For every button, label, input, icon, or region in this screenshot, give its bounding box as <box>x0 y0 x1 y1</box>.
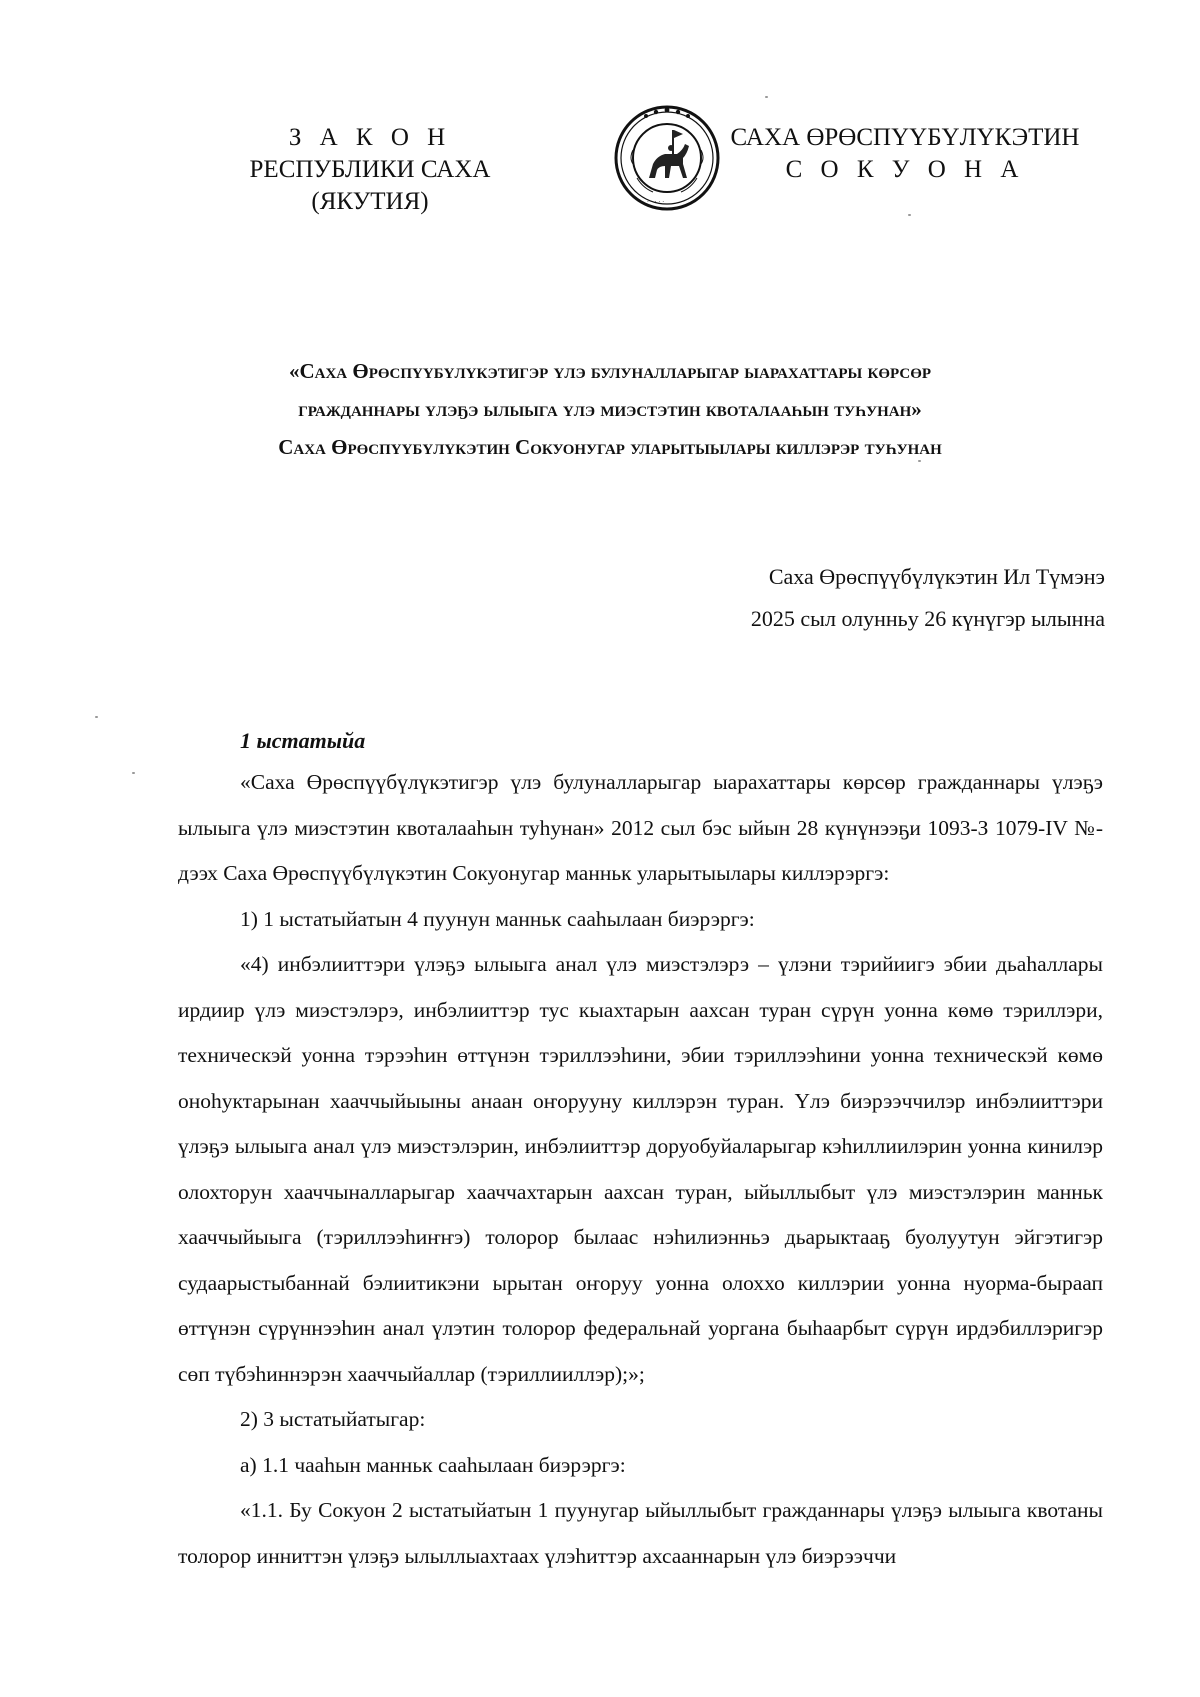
coat-of-arms-icon <box>613 104 721 212</box>
adoption-date: 2025 сыл олунньу 26 күнүгэр ылынна <box>750 606 1105 631</box>
article-paragraph: а) 1.1 чааһын манньк сааһылаан биэрэргэ: <box>240 1452 626 1477</box>
svg-text:· · · · ·: · · · · · <box>647 199 665 206</box>
scan-speck <box>95 716 98 718</box>
article-heading: 1 ыстатыйа <box>240 728 366 753</box>
adoption-note <box>620 556 1105 640</box>
header-left-line1: З А К О Н <box>288 124 452 151</box>
law-title-line2: гражданнары үлэҕэ ылыыга үлэ миэстэтин квоталааһын туһунан» <box>298 397 922 421</box>
header-right-line1: САХА ӨРӨСПҮҮБҮЛҮКЭТИН <box>730 124 1080 151</box>
law-title-line1: «Саха Өрөспүүбүлүкэтигэр үлэ булуналларыгар ыарахаттары көрсөр <box>288 359 932 383</box>
header-right <box>715 122 1095 186</box>
law-title <box>160 352 1060 466</box>
article-paragraph: 2) 3 ыстатыйатыгар: <box>240 1407 426 1431</box>
article-paragraph: «1.1. Бу Сокуон 2 ыстатыйатын 1 пуунугар ыйыллыбыт гражданнары үлэҕэ ылыыга квотаны толорор инниттэн үлэҕэ ылыллыахтаах үлэһиттэр ахсааннарын үлэ биэрээччи <box>178 1498 1103 1568</box>
article-paragraph: «4) инбэлииттэри үлэҕэ ылыыга анал үлэ миэстэлэрэ – үлэни тэрийиигэ эбии дьаһаллары ирдиир үлэ миэстэлэрэ, инбэлииттэр тус кыахтарын аахсан туран сүрүн уонна көмө тэриллэри, техническэй уонна тэрээһин өттүнэн тэриллээһини, эбии тэриллээһини уонна техническэй көмө оноһуктарынан хааччыйыыны анаан оҥорууну киллэрэн туран. Үлэ биэрээччилэр инбэлииттэри үлэҕэ ылыыга анал үлэ миэстэлэрин, инбэлииттэр доруобуйаларыгар кэһиллиилэрин уонна кинилэр олохторун хааччыналларыгар хааччахтарын аахсан туран, ыйыллыбыт үлэ миэстэлэрин манньк хааччыйыыга (тэриллээһиҥҥэ) толорор былаас нэһилиэнньэ дьарыктааҕ буолуутун эйгэтигэр судаарыстыбаннай бэлиитикэни ырытан оҥоруу уонна олоххо киллэрии уонна нуорма-быраап өттүнэн сүрүннээһин анал үлэтин толорор федеральнай уоргана быһаарбыт сүрүн ирдэбиллэригэр сөп түбэһиннэрэн хааччыйаллар (тэриллииллэр);»; <box>178 952 1103 1386</box>
header-left <box>200 122 540 218</box>
adoption-body: Саха Өрөспүүбүлүкэтин Ил Түмэнэ <box>768 564 1105 589</box>
scan-speck <box>132 772 135 774</box>
article-paragraph: «Саха Өрөспүүбүлүкэтигэр үлэ булуналларыгар ыарахаттары көрсөр гражданнары үлэҕэ ылыыга үлэ миэстэтин квоталааһын туһунан» 2012 сыл бэс ыйын 28 күнүнээҕи 1093-З 1079-IV №-дээх Саха Өрөспүүбүлүкэтин Сокуонугар манньк уларытыылары киллэрэргэ: <box>178 770 1103 885</box>
article-paragraph: 1) 1 ыстатыйатын 4 пуунун манньк сааһылаан биэрэргэ: <box>240 906 755 931</box>
scan-speck <box>908 214 911 216</box>
law-title-line3: Саха Өрөспүүбүлүкэтин Сокуонугар уларытыылары киллэрэр туһунан <box>278 435 942 459</box>
article-body <box>178 760 1103 1579</box>
header-left-line2: РЕСПУБЛИКИ САХА (ЯКУТИЯ) <box>249 156 491 215</box>
scan-speck <box>765 96 768 98</box>
scan-speck <box>918 460 921 462</box>
header-right-line2: С О К У О Н А <box>785 156 1025 183</box>
